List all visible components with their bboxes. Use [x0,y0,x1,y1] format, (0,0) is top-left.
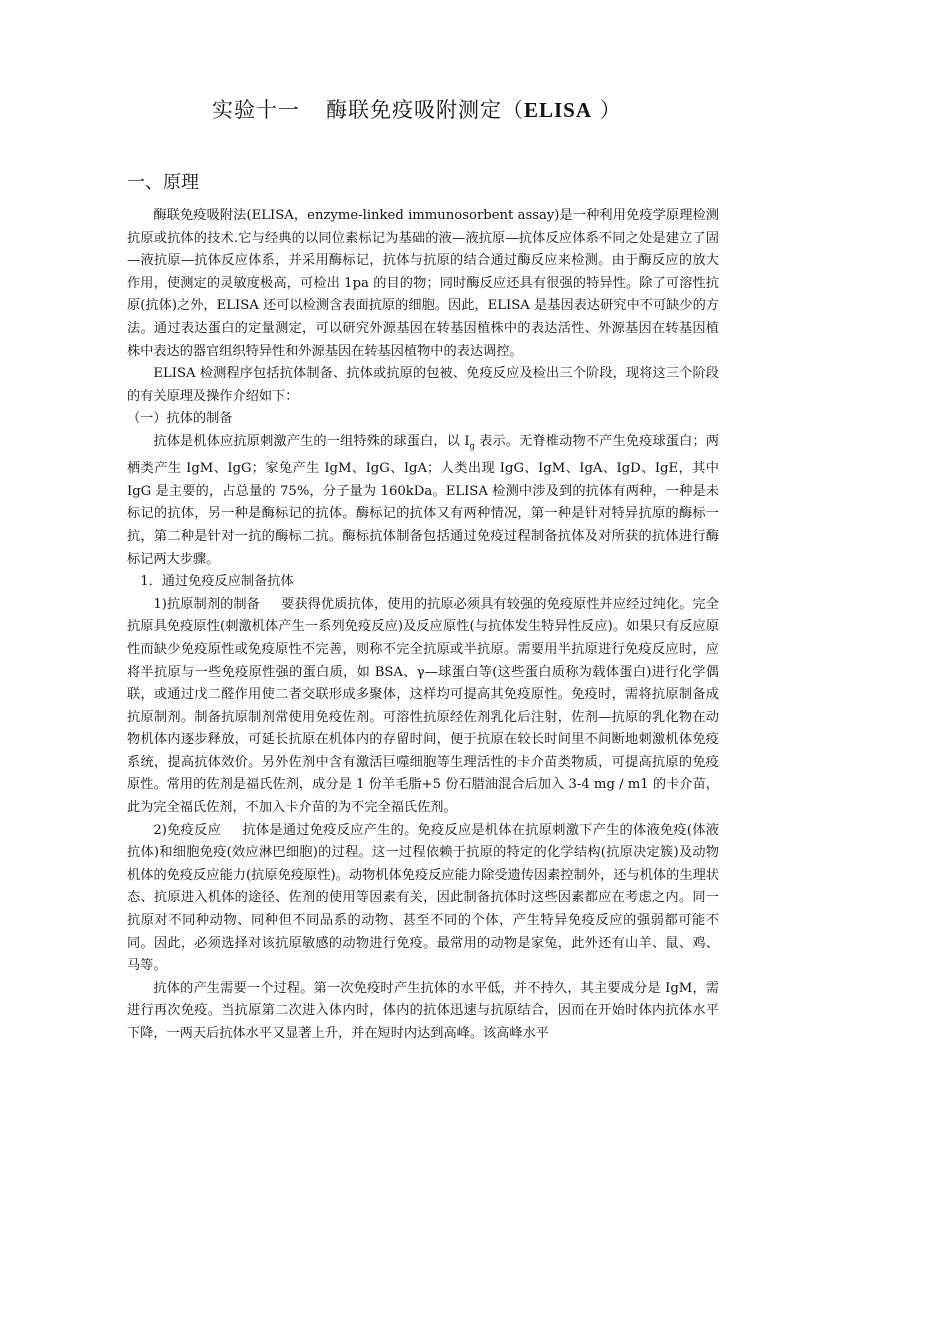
paragraph-lead: 1)抗原制剂的制备 [153,596,260,612]
paragraph-lead: 2)免疫反应 [153,822,222,838]
document-body [127,205,719,1046]
paragraph [127,594,719,820]
title-prefix: 实验十一 [212,98,300,122]
subsection-heading: （一）抗体的制备 [127,411,233,427]
section-heading: 一、原理 [127,172,199,193]
paragraph: 酶联免疫吸附法(ELISA，enzyme-linked immunosorbent assay)是一种利用免疫学原理检测抗原或抗体的技术.它与经典的以同位素标记为基础的液—液抗原—抗体反应体系不同之处是建立了固—液抗原—抗体反应体系，并采用酶标记，抗体与抗原的结合通过酶反应来检测。由于酶反应的放大作用，使测定的灵敏度极高，可检出 1pa 的目的物；同时酶反应还具有很强的特异性。除了可溶性抗原(抗体)之外，ELISA 还可以检测含表面抗原的细胞。因此，ELISA 是基因表达研究中不可缺少的方法。通过表达蛋白的定量测定，可以研究外源基因在转基因植株中的表达活性、外源基因在转基因植株中表达的器官组织特异性和外源基因在转基因植物中的表达调控。 [127,208,719,359]
paragraph-text: 抗体是机体应抗原刺激产生的一组特殊的球蛋白，以 I [153,433,470,449]
paragraph-text: 抗体是通过免疫反应产生的。免疫反应是机体在抗原刺激下产生的体液免疫(体液抗体)和细胞免疫(效应淋巴细胞)的过程。这一过程依赖于抗原的特定的化学结构(抗原决定簇)及动物机体的免疫反应能力(抗原免疫原性)。动物机体免疫反应能力除受遗传因素控制外，还与机体的生理状态、抗原进入机体的途径、佐剂的使用等因素有关，因此制备抗体时这些因素都应在考虑之内。同一抗原对不同种动物、同种但不同品系的动物、甚至不同的个体，产生特异免疫反应的强弱都可能不同。因此，必须选择对该抗原敏感的动物进行免疫。最常用的动物是家兔，此外还有山羊、鼠、鸡、马等。 [127,822,719,974]
numbered-heading: 1．通过免疫反应制备抗体 [140,574,294,590]
subscript: g [469,441,475,451]
paragraph [127,431,719,571]
title-main: 酶联免疫吸附测定（ [326,98,524,122]
title-close: ） [592,98,622,122]
paragraph: ELISA 检测程序包括抗体制备、抗体或抗原的包被、免疫反应及检出三个阶段，现将这三个阶段的有关原理及操作介绍如下： [127,366,719,404]
paragraph-text: 要获得优质抗体，使用的抗原必须具有较强的免疫原性并应经过纯化。完全抗原具免疫原性(刺激机体产生一系列免疫反应)及反应原性(与抗体发生特异性反应)。如果只有反应原性而缺少免疫原性或免疫原性不完善，则称不完全抗原或半抗原。需要用半抗原进行免疫反应时，应将半抗原与一些免疫原性强的蛋白质，如 BSA、γ—球蛋白等(这些蛋白质称为载体蛋白)进行化学偶联，或通过戊二醛作用使二者交联形成多聚体，这样均可提高其免疫原性。免疫时，需将抗原制备成抗原制剂。制备抗原制剂常使用免疫佐剂。可溶性抗原经佐剂乳化后注射，佐剂—抗原的乳化物在动物机体内逐步释放，可延长抗原在机体内的存留时间，便于抗原在较长时间里不间断地刺激机体免疫系统，提高抗体效价。另外佐剂中含有激活巨噬细胞等生理活性的卡介苗类物质，可提高抗原的免疫原性。常用的佐剂是福氏佐剂，成分是 1 份羊毛脂+5 份石腊油混合后加入 3-4 mg / m1 的卡介苗，此为完全福氏佐剂，不加入卡介苗的为不完全福氏佐剂。 [127,596,719,816]
title-en: ELISA [524,98,593,122]
paragraph-text: 表示。无脊椎动物不产生免疫球蛋白；两栖类产生 IgM、IgG；家兔产生 IgM、IgG、IgA；人类出现 IgG、IgM、IgA、IgD、IgE，其中 IgG 是主要的，占总量的 75%，分子量为 160kDa。ELISA 检测中涉及到的抗体有两种，一种是未标记的抗体，另一种是酶标记的抗体。酶标记的抗体又有两种情况，第一种是针对特异抗原的酶标一抗，第二种是针对一抗的酶标二抗。酶标抗体制备包括通过免疫过程制备抗体及对所获的抗体进行酶标记两大步骤。 [127,433,719,567]
document-title [212,94,622,124]
paragraph: 抗体的产生需要一个过程。第一次免疫时产生抗体的水平低，并不持久，其主要成分是 IgM，需进行再次免疫。当抗原第二次进入体内时，体内的抗体迅速与抗原结合，因而在开始时体内抗体水平下降，一两天后抗体水平又显著上升，并在短时内达到高峰。该高峰水平 [127,980,719,1042]
paragraph [127,820,719,978]
